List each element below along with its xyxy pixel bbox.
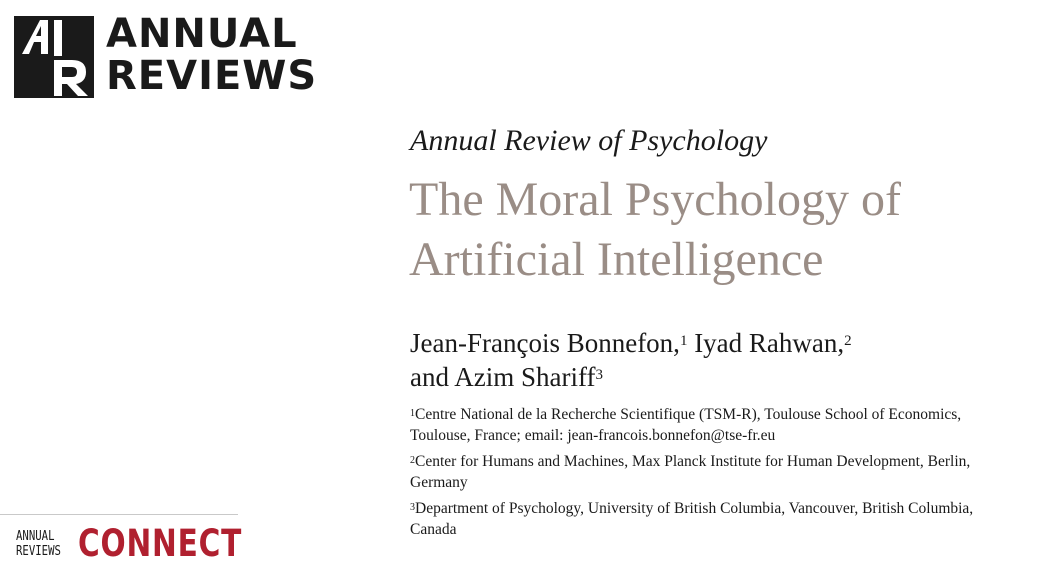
author-affiliation-marker: 1	[679, 333, 688, 349]
affiliation-line: Centre National de la Recherche Scientifique (TSM-R), Toulouse School of Economics,	[415, 406, 962, 423]
affiliation-line: Center for Humans and Machines, Max Planck Institute for Human Development, Berlin,	[415, 453, 971, 470]
affiliation-line: Canada	[410, 521, 457, 538]
affiliation-line: Department of Psychology, University of British Columbia, Vancouver, British Columbia,	[415, 500, 974, 517]
author-affiliation-marker: 2	[844, 333, 852, 349]
affiliation-item	[410, 451, 1040, 493]
journal-name: Annual Review of Psychology	[410, 124, 768, 157]
annual-reviews-connect-logo[interactable]	[16, 522, 243, 566]
annual-reviews-logo[interactable]	[14, 11, 324, 99]
article-title	[409, 170, 1029, 290]
affiliation-number: 2	[410, 455, 415, 466]
logo-wordmark	[106, 11, 318, 99]
affiliation-line: Germany	[410, 474, 468, 491]
connect-small-line-reviews: REVIEWS	[16, 544, 61, 559]
affiliation-line: Toulouse, France; email: jean-francois.bonnefon@tse-fr.eu	[410, 427, 776, 444]
affiliation-number: 1	[410, 408, 415, 419]
connect-divider	[0, 514, 238, 515]
title-line-1: The Moral Psychology of	[409, 173, 901, 226]
author-list	[410, 326, 1010, 394]
author-name: and Azim Shariff	[410, 362, 596, 392]
author-name: Jean-François Bonnefon,	[410, 328, 680, 358]
author-name: Iyad Rahwan,	[694, 328, 845, 358]
ar-logo-mark-icon	[14, 16, 94, 98]
connect-label: CONNECT	[78, 522, 243, 565]
affiliation-item	[410, 404, 1040, 446]
title-line-2: Artificial Intelligence	[409, 233, 824, 286]
affiliation-number: 3	[410, 502, 415, 513]
affiliation-item	[410, 498, 1040, 540]
logo-line-reviews: REVIEWS	[106, 53, 318, 99]
author-affiliation-marker: 3	[595, 367, 603, 383]
connect-small-text	[16, 529, 61, 559]
logo-line-annual: ANNUAL	[106, 11, 298, 57]
affiliation-list	[410, 404, 1040, 545]
connect-small-line-annual: ANNUAL	[16, 529, 55, 544]
